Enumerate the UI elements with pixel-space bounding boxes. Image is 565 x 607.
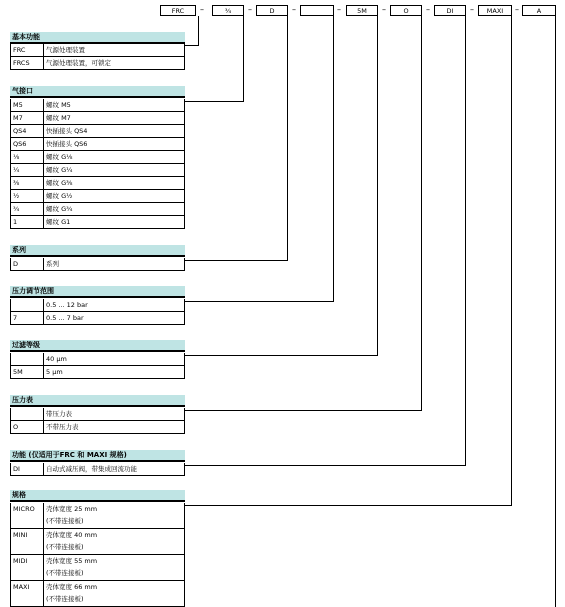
code-box-series: D xyxy=(256,5,288,16)
option-code xyxy=(11,408,44,421)
code-separator: – xyxy=(200,5,204,14)
option-description: 自动式减压阀，带集成回流功能 xyxy=(44,463,185,476)
code-box-last: A xyxy=(522,5,556,16)
option-code: MIDI xyxy=(11,555,44,581)
code-box-gauge: O xyxy=(390,5,422,16)
table-row xyxy=(11,408,185,421)
option-description: 5 μm xyxy=(44,366,185,379)
option-description xyxy=(44,529,185,555)
option-code: ¼ xyxy=(11,164,44,177)
option-description: 螺纹 G¾ xyxy=(44,203,185,216)
connector-line xyxy=(185,260,288,261)
section-header-function: 功能 (仅适用于FRC 和 MAXI 规格) xyxy=(10,450,185,462)
table-row xyxy=(11,312,185,325)
size-table xyxy=(10,503,185,607)
table-row xyxy=(11,177,185,190)
option-description: 带压力表 xyxy=(44,408,185,421)
table-row xyxy=(11,125,185,138)
option-description: 系列 xyxy=(44,258,185,271)
option-description: 螺纹 G⅜ xyxy=(44,177,185,190)
option-code: FRCS xyxy=(11,57,44,70)
option-code: DI xyxy=(11,463,44,476)
option-description: 螺纹 G½ xyxy=(44,190,185,203)
option-description: 螺纹 G¼ xyxy=(44,164,185,177)
option-description: 快插接头 QS6 xyxy=(44,138,185,151)
section-header-size: 规格 xyxy=(10,490,185,502)
table-row xyxy=(11,258,185,271)
section-header-series: 系列 xyxy=(10,245,185,257)
option-description: 气源处理装置，可锁定 xyxy=(44,57,185,70)
connector-line xyxy=(185,505,512,506)
code-box-function: DI xyxy=(434,5,466,16)
section-header-basic-function: 基本功能 xyxy=(10,32,185,44)
option-code: D xyxy=(11,258,44,271)
option-description-line1: 壳体宽度 25 mm xyxy=(46,505,98,513)
option-code: MICRO xyxy=(11,503,44,529)
connector-line xyxy=(333,16,334,302)
table-row xyxy=(11,190,185,203)
table-row xyxy=(11,57,185,70)
option-description-line2: (不带连接板) xyxy=(46,569,84,577)
option-description-line1: 壳体宽度 66 mm xyxy=(46,583,98,591)
option-code: M5 xyxy=(11,99,44,112)
table-row xyxy=(11,164,185,177)
connector-line xyxy=(287,16,288,261)
gauge-table xyxy=(10,408,185,434)
connector-line xyxy=(185,465,466,466)
connector-line xyxy=(185,301,334,302)
filter-grade-table xyxy=(10,353,185,379)
option-code: QS6 xyxy=(11,138,44,151)
function-table xyxy=(10,463,185,476)
option-code: ⅛ xyxy=(11,151,44,164)
table-row xyxy=(11,421,185,434)
code-separator: – xyxy=(470,5,474,14)
option-description: 螺纹 M5 xyxy=(44,99,185,112)
code-separator: – xyxy=(337,5,341,14)
connector-line xyxy=(185,355,378,356)
code-separator: – xyxy=(515,5,519,14)
option-code: O xyxy=(11,421,44,434)
table-row xyxy=(11,555,185,581)
option-description: 0.5 ... 12 bar xyxy=(44,299,185,312)
option-description-line1: 壳体宽度 55 mm xyxy=(46,557,98,565)
option-description-line2: (不带连接板) xyxy=(46,595,84,603)
option-description: 40 μm xyxy=(44,353,185,366)
table-row xyxy=(11,581,185,607)
option-description: 螺纹 G1 xyxy=(44,216,185,229)
connector-line xyxy=(185,45,199,46)
connector-line xyxy=(198,16,199,46)
connector-line xyxy=(377,16,378,356)
option-code: 1 xyxy=(11,216,44,229)
code-box-pressure-range xyxy=(300,5,334,16)
section-header-pressure-range: 压力调节范围 xyxy=(10,286,185,298)
connector-line xyxy=(465,16,466,466)
option-description-line2: (不带连接板) xyxy=(46,543,84,551)
connector-line xyxy=(511,16,512,506)
table-row xyxy=(11,112,185,125)
connector-line xyxy=(185,410,422,411)
code-box-filter-grade: 5M xyxy=(346,5,378,16)
connector-line xyxy=(243,16,244,102)
option-description: 快插接头 QS4 xyxy=(44,125,185,138)
option-description xyxy=(44,503,185,529)
connector-line xyxy=(555,16,556,607)
option-description-line1: 壳体宽度 40 mm xyxy=(46,531,98,539)
option-description: 螺纹 G⅛ xyxy=(44,151,185,164)
option-description xyxy=(44,581,185,607)
connector-line xyxy=(421,16,422,411)
option-description: 气源处理装置 xyxy=(44,44,185,57)
option-code: 7 xyxy=(11,312,44,325)
option-code: MAXI xyxy=(11,581,44,607)
option-description-line2: (不带连接板) xyxy=(46,517,84,525)
code-box-port: ¾ xyxy=(212,5,244,16)
option-code: M7 xyxy=(11,112,44,125)
code-box-basic-function: FRC xyxy=(160,5,196,16)
table-row xyxy=(11,503,185,529)
series-table xyxy=(10,258,185,271)
option-description xyxy=(44,555,185,581)
code-separator: – xyxy=(292,5,296,14)
pressure-range-table xyxy=(10,299,185,325)
option-code: QS4 xyxy=(11,125,44,138)
table-row xyxy=(11,44,185,57)
section-header-filter-grade: 过滤等级 xyxy=(10,340,185,352)
table-row xyxy=(11,366,185,379)
table-row xyxy=(11,353,185,366)
connector-line xyxy=(185,101,244,102)
code-separator: – xyxy=(426,5,430,14)
table-row xyxy=(11,203,185,216)
table-row xyxy=(11,299,185,312)
table-row xyxy=(11,463,185,476)
option-code xyxy=(11,299,44,312)
option-code: 5M xyxy=(11,366,44,379)
option-code: FRC xyxy=(11,44,44,57)
table-row xyxy=(11,529,185,555)
table-row xyxy=(11,99,185,112)
table-row xyxy=(11,216,185,229)
port-table xyxy=(10,99,185,229)
code-box-size: MAXI xyxy=(478,5,512,16)
option-code xyxy=(11,353,44,366)
option-description: 0.5 ... 7 bar xyxy=(44,312,185,325)
option-code: ½ xyxy=(11,190,44,203)
table-row xyxy=(11,151,185,164)
code-separator: – xyxy=(248,5,252,14)
option-code: ⅜ xyxy=(11,177,44,190)
basic-function-table xyxy=(10,44,185,70)
section-header-gauge: 压力表 xyxy=(10,395,185,407)
section-header-port: 气接口 xyxy=(10,86,185,98)
code-separator: – xyxy=(382,5,386,14)
option-code: MINI xyxy=(11,529,44,555)
option-code: ¾ xyxy=(11,203,44,216)
option-description: 不带压力表 xyxy=(44,421,185,434)
table-row xyxy=(11,138,185,151)
option-description: 螺纹 M7 xyxy=(44,112,185,125)
